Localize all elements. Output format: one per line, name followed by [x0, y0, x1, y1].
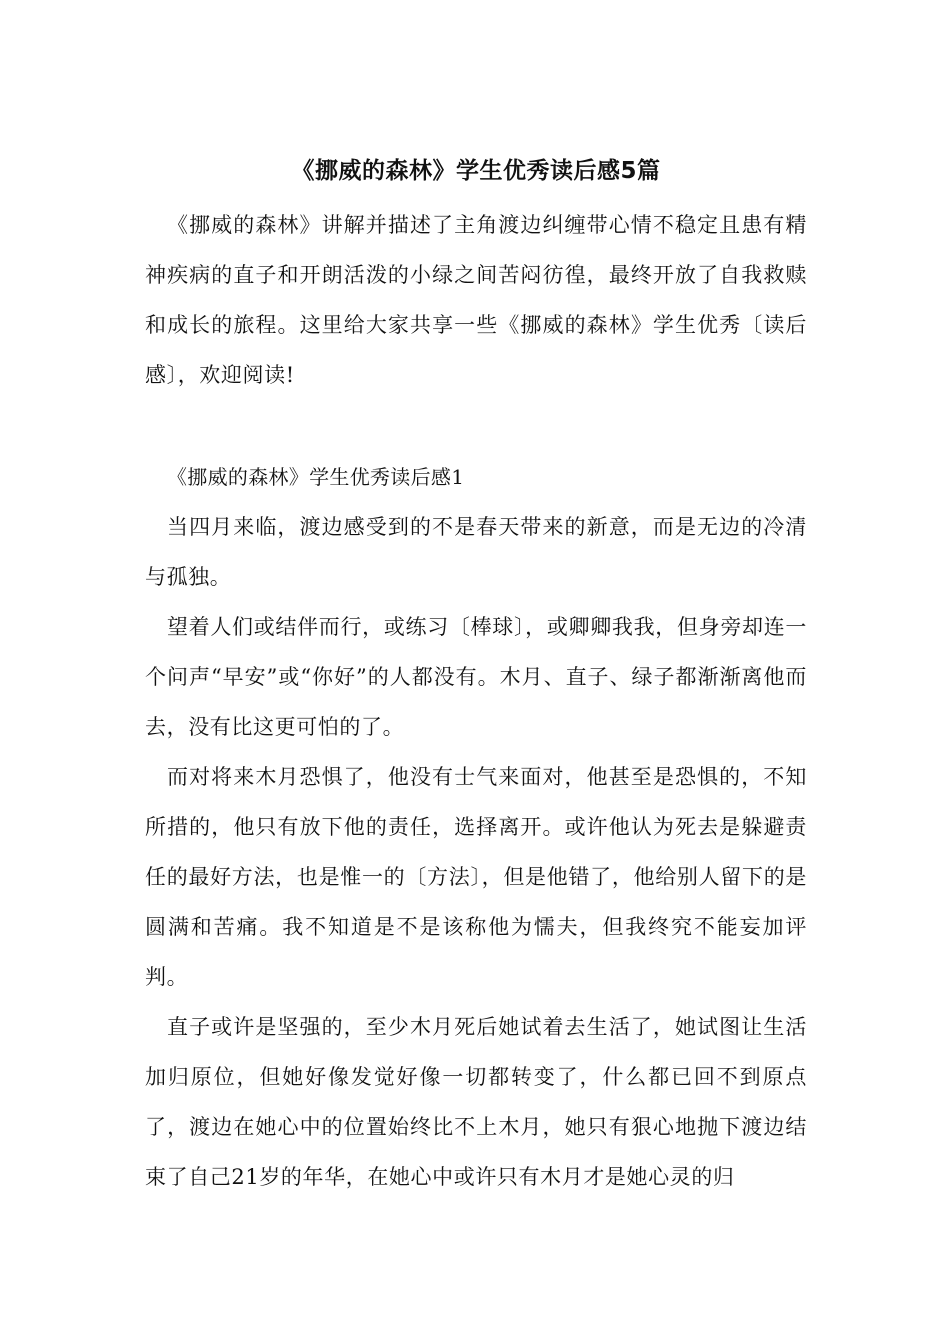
document-title: 《挪威的森林》学生优秀读后感5篇: [291, 158, 661, 184]
body-paragraph: 而对将来木月恐惧了，他没有士气来面对，他甚至是恐惧的，不知所措的，他只有放下他的责任，选择离开。或许他认为死去是躲避责任的最好方法，也是惟一的〔方法〕，但是他错了，他给别人留下的是圆满和苦痛。我不知道是不是该称他为懦夫，但我终究不能妄加评判。: [145, 765, 807, 989]
body-paragraph: 直子或许是坚强的，至少木月死后她试着去生活了，她试图让生活加归原位，但她好像发觉好像一切都转变了，什么都已回不到原点了，渡边在她心中的位置始终比不上木月，她只有狠心地抛下渡边结束了自己21岁的年华，在她心中或许只有木月才是她心灵的归: [145, 1015, 807, 1189]
body-paragraph: 望着人们或结伴而行，或练习〔棒球〕，或卿卿我我，但身旁却连一个问声“早安”或“你好”的人都没有。木月、直子、绿子都渐渐离他而去，没有比这更可怕的了。: [145, 615, 807, 739]
section-heading: 《挪威的森林》学生优秀读后感1: [167, 465, 465, 489]
intro-paragraph: 《挪威的森林》讲解并描述了主角渡边纠缠带心情不稳定且患有精神疾病的直子和开朗活泼的小绿之间苦闷彷徨，最终开放了自我救赎和成长的旅程。这里给大家共享一些《挪威的森林》学生优秀〔读后感〕，欢迎阅读!: [145, 213, 807, 387]
document-body: [145, 150, 807, 1202]
body-paragraph: 当四月来临，渡边感受到的不是春天带来的新意，而是无边的冷清与孤独。: [145, 515, 807, 589]
